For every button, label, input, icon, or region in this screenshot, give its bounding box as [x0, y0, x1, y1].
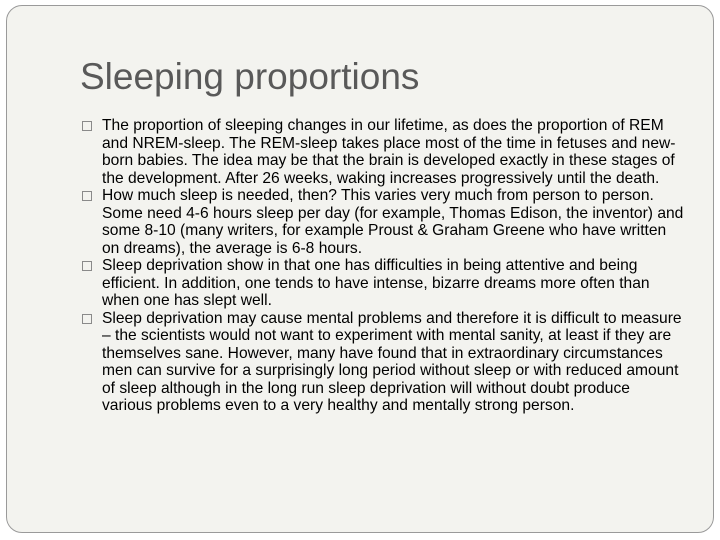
bullet-text: How much sleep is needed, then? This varies very much from person to person. Some need 4-6 hours sleep per day (for example, Thomas Edison, the inventor) and some 8-10 (many writers, for example Proust & Graham Greene who have written on dreams), the average is 6-8 hours.	[102, 187, 684, 257]
bullet-item	[80, 117, 684, 187]
bullet-text: Sleep deprivation may cause mental problems and therefore it is difficult to measure – the scientists would not want to experiment with mental sanity, at least if they are themselves sane. However, many have found that in extraordinary circumstances men can survive for a surprisingly long period without sleep or with reduced amount of sleep although in the long run sleep deprivation will without doubt produce various problems even to a very healthy and mentally strong person.	[102, 309, 682, 414]
square-bullet-icon	[82, 261, 92, 271]
bullet-list	[80, 117, 684, 415]
square-bullet-icon	[82, 121, 92, 131]
bullet-text: The proportion of sleeping changes in our lifetime, as does the proportion of REM and NREM-sleep. The REM-sleep takes place most of the time in fetuses and new-born babies. The idea may be that the brain is developed exactly in these stages of the development. After 26 weeks, waking increases progressively until the death.	[102, 117, 676, 187]
bullet-item	[80, 310, 684, 415]
square-bullet-icon	[82, 314, 92, 324]
slide-title: Sleeping proportions	[80, 56, 420, 97]
bullet-item	[80, 187, 684, 257]
bullet-item	[80, 257, 684, 310]
bullet-text: Sleep deprivation show in that one has difficulties in being attentive and being efficient. In addition, one tends to have intense, bizarre dreams more often than when one has slept well.	[102, 257, 650, 309]
square-bullet-icon	[82, 191, 92, 201]
